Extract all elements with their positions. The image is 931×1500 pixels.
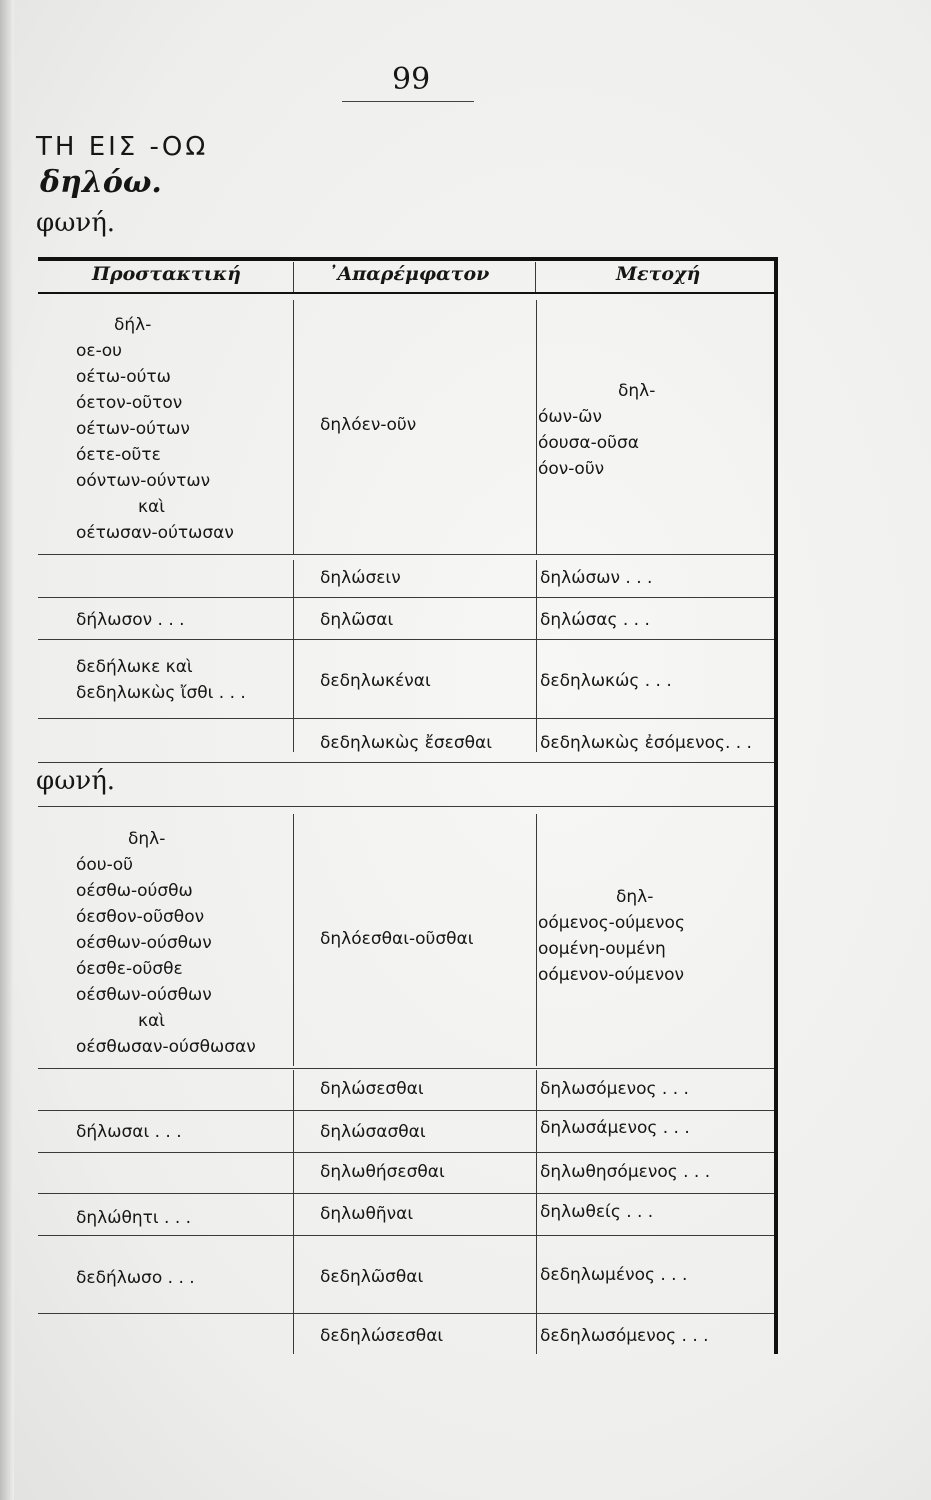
active-aorist-infinitive: δηλῶσαι bbox=[320, 610, 394, 630]
heading-verb: δηλόω. bbox=[40, 165, 162, 200]
col-header-infinitive: ᾿Απαρέμφατον bbox=[328, 263, 490, 285]
mp-present-infinitive: δηλόεσθαι-οῦσθαι bbox=[320, 929, 474, 949]
page-number-rule bbox=[342, 101, 474, 102]
mp-aorpass-participle: δηλωθείς . . . bbox=[540, 1202, 654, 1222]
mp-perfect-participle: δεδηλωμένος . . . bbox=[540, 1265, 688, 1285]
mp-aorpass-imperative: δηλώθητι . . . bbox=[76, 1208, 192, 1228]
mp-future-infinitive: δηλώσεσθαι bbox=[320, 1079, 424, 1099]
active-perfect-imperative: δεδήλωκε καὶ δεδηλωκὼς ἴσθι . . . bbox=[76, 657, 246, 703]
active-present-infinitive: δηλόεν-οῦν bbox=[320, 415, 417, 435]
heading-voice-mediopassive: φωνή. bbox=[36, 766, 116, 796]
active-present-participle: δηλ- όων-ῶν όουσα-οῦσα όον-οῦν bbox=[538, 381, 656, 479]
active-future-infinitive: δηλώσειν bbox=[320, 568, 401, 588]
active-aorist-imperative: δήλωσον . . . bbox=[76, 610, 185, 630]
active-futperf-infinitive: δεδηλωκὼς ἔσεσθαι bbox=[320, 733, 492, 753]
heading-title: ΤΗ ΕΙΣ -ΟΩ bbox=[36, 132, 209, 162]
active-aorist-participle: δηλώσας . . . bbox=[540, 610, 650, 630]
page-number: 99 bbox=[392, 62, 431, 97]
mp-futpass-infinitive: δηλωθήσεσθαι bbox=[320, 1162, 445, 1182]
heading-voice-active: φωνή. bbox=[36, 208, 116, 238]
active-perfect-infinitive: δεδηλωκέναι bbox=[320, 671, 431, 691]
mp-perfect-infinitive: δεδηλῶσθαι bbox=[320, 1267, 424, 1287]
active-perfect-participle: δεδηλωκώς . . . bbox=[540, 671, 672, 691]
mp-future-participle: δηλωσόμενος . . . bbox=[540, 1079, 689, 1099]
mp-aorist-participle: δηλωσάμενος . . . bbox=[540, 1118, 690, 1138]
mp-aorist-infinitive: δηλώσασθαι bbox=[320, 1122, 426, 1142]
mp-futpass-participle: δηλωθησόμενος . . . bbox=[540, 1162, 711, 1182]
active-present-imperative: δήλ- οε-ου οέτω-ούτω όετον-οῦτον οέτων-ούτων όετε-οῦτε οόντων-ούντων καὶ οέτωσαν-ούτωσαν bbox=[76, 315, 234, 543]
mp-futperf-participle: δεδηλωσόμενος . . . bbox=[540, 1326, 709, 1346]
active-futperf-participle: δεδηλωκὼς ἐσόμενος. . . bbox=[540, 733, 752, 753]
mp-present-participle: δηλ- οόμενος-ούμενος οομένη-ουμένη οόμενον-ούμενον bbox=[538, 887, 685, 985]
mp-aorpass-infinitive: δηλωθῆναι bbox=[320, 1204, 414, 1224]
mp-futperf-infinitive: δεδηλώσεσθαι bbox=[320, 1326, 444, 1346]
mp-present-imperative: δηλ- όου-οῦ οέσθω-ούσθω όεσθον-οῦσθον οέσθων-ούσθων όεσθε-οῦσθε οέσθων-ούσθων καὶ οέσθωσαν-ούσθωσαν bbox=[76, 829, 256, 1057]
col-header-participle: Μετοχή bbox=[616, 263, 701, 285]
mp-aorist-imperative: δήλωσαι . . . bbox=[76, 1122, 182, 1142]
page-edge-shadow bbox=[0, 0, 14, 1500]
col-header-imperative: Προστακτική bbox=[92, 263, 241, 285]
active-future-participle: δηλώσων . . . bbox=[540, 568, 653, 588]
mp-perfect-imperative: δεδήλωσο . . . bbox=[76, 1268, 195, 1288]
